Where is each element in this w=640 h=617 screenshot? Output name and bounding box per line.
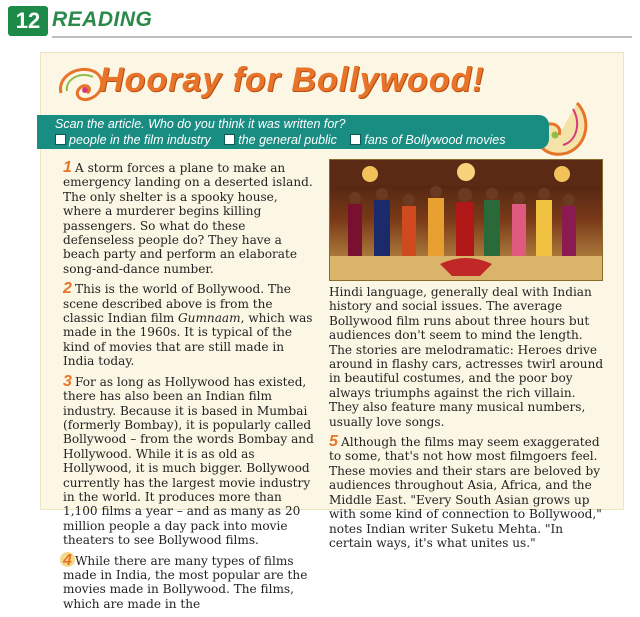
scan-prompt-banner [37, 115, 549, 149]
paragraph-1 [63, 161, 317, 276]
unit-number: 12 [8, 6, 48, 36]
paragraph-2 [63, 282, 317, 368]
paragraph-number: 4 [63, 555, 75, 567]
section-label: READING [52, 8, 153, 31]
option-label: people in the film industry [69, 133, 211, 147]
paragraph-text: For as long as Hollywood has existed, there has also been an Indian film industry. Because it is based in Mumbai (formerly Bombay), it is popularly called Bollywood – from the words Bombay and Hollywood. While it is as old as Hollywood, it is much bigger. Bollywood currently has the largest movie industry in the world. It produces more than 1,100 films a year – and as many as 20 million people a day pack into movie theaters to see Bollywood films. [63, 374, 314, 548]
unit-header [8, 6, 632, 36]
paragraph-4 [63, 551, 317, 612]
scan-prompt-question: Scan the article. Who do you think it was written for? [55, 117, 346, 131]
paragraph-text: This is the world of Bollywood. The scene described above is from the classic Indian film [63, 282, 291, 326]
header-divider [52, 36, 632, 38]
article-title: Hooray for Bollywood! [99, 61, 485, 99]
audience-options [55, 133, 515, 147]
paragraph-3 [63, 372, 317, 548]
paragraph-number: 5 [329, 436, 341, 448]
paragraph-text: While there are many types of films made in India, the most popular are the movies made in Bollywood. The films, which are made in the [63, 553, 308, 611]
option-general-public[interactable] [224, 133, 337, 147]
film-title: Gumnaam [178, 311, 241, 326]
paragraph-text: Hindi language, generally deal with Indian history and social issues. The average Bollywood film runs about three hours but audiences don't seem to mind the length. The stories are melodramatic: Heroes drive around in flashy cars, actresses twirl around in beautiful costumes, and the poor boy always triumphs against the rich villain. They also feature many musical numbers, usually love songs. [329, 285, 604, 429]
bollywood-dance-photo [329, 159, 603, 281]
option-film-industry[interactable] [55, 133, 211, 147]
paragraph-4-continued [329, 285, 607, 429]
checkbox[interactable] [224, 134, 235, 145]
paragraph-text: Although the films may seem exaggerated to some, that's not how most filmgoers feel. These movies and their stars are beloved by audiences throughout Asia, Africa, and the Middle East. "Every South Asian grows up with some kind of connection to Bollywood," notes Indian writer Suketu Mehta. "In certain ways, it's what unites us." [329, 435, 602, 550]
paragraph-number: 3 [63, 376, 75, 388]
paragraph-5 [329, 435, 607, 550]
paragraph-number: 1 [63, 162, 75, 174]
article-column-right [329, 285, 607, 556]
option-bollywood-fans[interactable] [350, 133, 505, 147]
checkbox[interactable] [350, 134, 361, 145]
paragraph-text-continued: , which was made in the 1960s. It is typical of the kind of movies that are still made in India today. [63, 311, 313, 369]
paragraph-number: 2 [63, 283, 75, 295]
article-page [40, 52, 624, 611]
option-label: fans of Bollywood movies [364, 133, 506, 147]
option-label: the general public [238, 133, 337, 147]
article-column-left [63, 161, 317, 617]
paragraph-text: A storm forces a plane to make an emergency landing on a deserted island. The only shelter is a spooky house, where a murderer begins killing passengers. So what do these defenseless people do? They have a beach party and perform an elaborate song-and-dance number. [63, 161, 313, 276]
checkbox[interactable] [55, 134, 66, 145]
